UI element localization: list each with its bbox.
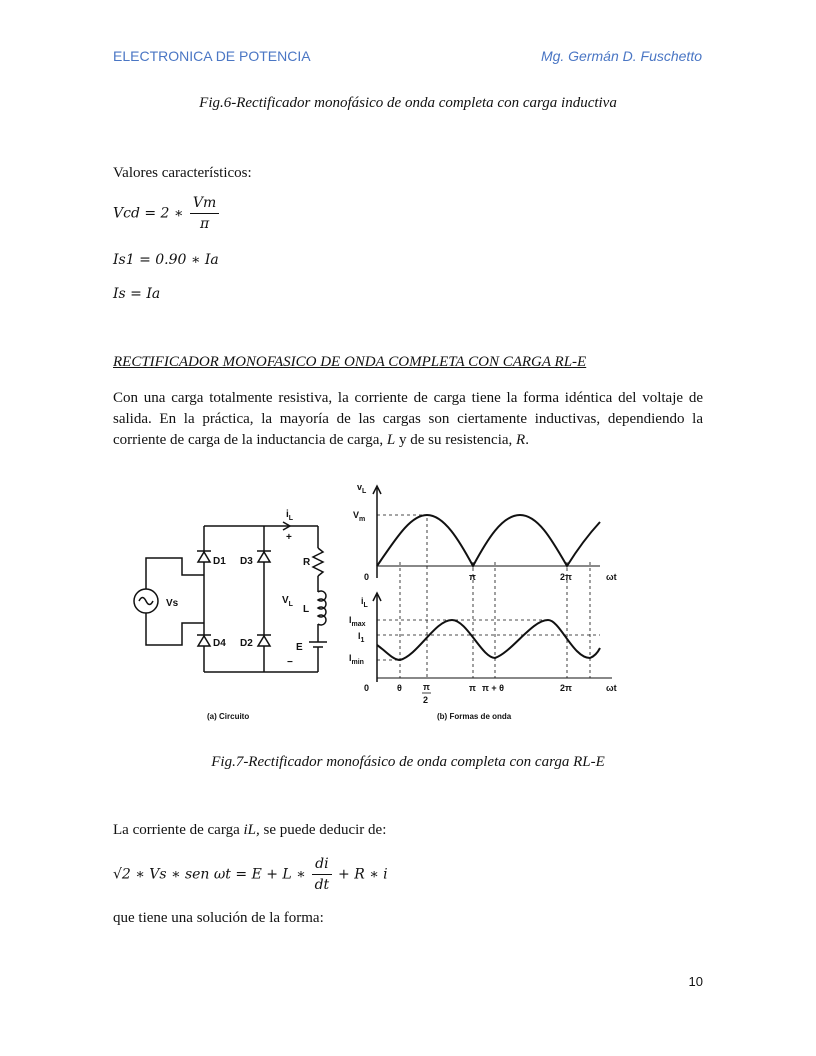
current-intro-pre: La corriente de carga — [113, 822, 244, 838]
label-vl: $V_L$ — [282, 595, 293, 608]
label-d4: D4 — [213, 638, 226, 649]
waveform-top — [373, 486, 600, 578]
current-intro-var: iL, — [243, 822, 260, 838]
figure-7 — [0, 470, 816, 730]
label-top-zero: 0 — [364, 572, 370, 582]
label-bottom-wt: ωt — [606, 683, 617, 693]
label-bottom-pi: π — [469, 683, 476, 693]
intro-paragraph — [113, 388, 703, 451]
paragraph-part2: y de su resistencia, — [395, 432, 517, 448]
waveform-bottom — [373, 518, 612, 682]
fig6-caption: Fig.6-Rectificador monofásico de onda completa con carga inductiva — [199, 95, 617, 111]
label-vm: $V_m$ — [353, 510, 366, 523]
source-wire-bottom — [146, 613, 204, 645]
waveform-bottom-labels — [349, 596, 617, 721]
valores-label: Valores característicos: — [113, 165, 252, 181]
source-wire-top — [146, 558, 204, 589]
label-pi-over-2-num: π — [423, 682, 430, 692]
fig7-caption: Fig.7-Rectificador monofásico de onda completa con carga RL-E — [211, 754, 605, 770]
label-imin: $I_{min}$ — [349, 653, 364, 666]
diode-d4 — [197, 635, 211, 646]
label-top-vl: $v_L$ — [357, 482, 367, 495]
vl-waveform — [377, 515, 600, 566]
label-vs: Vs — [166, 598, 179, 609]
eq-vcd-lhs: Vcd = 2 ∗ — [113, 205, 184, 222]
label-d3: D3 — [240, 556, 253, 567]
label-d2: D2 — [240, 638, 253, 649]
resistor-r — [313, 548, 323, 576]
eq-differential — [113, 856, 388, 893]
label-e: E — [296, 642, 303, 653]
label-bottom-zero: 0 — [364, 683, 370, 693]
eq-diff-lhs: √2 ∗ Vs ∗ sen ωt = E + L ∗ — [113, 866, 306, 883]
section-title: RECTIFICADOR MONOFASICO DE ONDA COMPLETA CON CARGA RL-E — [113, 354, 587, 370]
paragraph-L: L — [386, 432, 396, 448]
label-pi-theta: π + θ — [482, 683, 505, 693]
circuit-caption: (a) Circuito — [207, 712, 250, 721]
eq-diff-fraction — [312, 856, 331, 893]
waveform-caption: (b) Formas de onda — [437, 712, 512, 721]
label-i1: $I_1$ — [358, 631, 365, 644]
label-minus: − — [287, 657, 293, 668]
eq-vcd-numerator: Vm — [190, 195, 219, 214]
current-intro-post: se puede deducir de: — [259, 822, 387, 838]
label-bottom-il: $i_L$ — [361, 596, 368, 609]
label-top-2pi: 2π — [560, 572, 572, 582]
page-number: 10 — [688, 974, 703, 989]
label-l: L — [303, 604, 310, 615]
eq-diff-rhs: + R ∗ i — [338, 866, 388, 883]
label-plus: + — [286, 532, 292, 543]
label-theta: θ — [397, 683, 402, 693]
diode-d1 — [197, 551, 211, 562]
sine-symbol — [139, 598, 153, 605]
label-r: R — [303, 557, 311, 568]
eq-is1: Is1 = 0.90 ∗ Ia — [113, 252, 219, 268]
label-bottom-2pi: 2π — [560, 683, 572, 693]
label-top-wt: ωt — [606, 572, 617, 582]
il-waveform — [377, 620, 600, 660]
current-intro — [113, 822, 386, 839]
label-pi-over-2-den: 2 — [423, 695, 429, 705]
eq-vcd-fraction — [190, 195, 219, 232]
circuit-labels — [166, 509, 311, 721]
label-imax: $I_{max}$ — [349, 615, 366, 628]
eq-vcd — [113, 195, 221, 232]
header-title: ELECTRONICA DE POTENCIA — [113, 48, 311, 64]
solution-intro: que tiene una solución de la forma: — [113, 910, 324, 926]
paragraph-part1: Con una carga totalmente resistiva, la corriente de carga tiene la forma idéntica del voltaje de salida. En la práctica, la mayoría de las cargas son ciertamente inductivas, dependiendo la corriente de carga de la inductancia de carga, — [113, 390, 703, 448]
label-il: $i_L$ — [286, 509, 294, 522]
eq-diff-denominator: dt — [314, 877, 330, 893]
eq-is: Is = Ia — [113, 286, 161, 302]
waveform-top-labels — [353, 482, 617, 582]
diode-d3 — [257, 551, 271, 562]
eq-diff-numerator: di — [312, 856, 331, 875]
paragraph-end: . — [525, 432, 529, 448]
paragraph-R: R — [516, 432, 526, 448]
header-author: Mg. Germán D. Fuschetto — [540, 48, 702, 64]
label-top-pi: π — [469, 572, 476, 582]
diode-d2 — [257, 635, 271, 646]
inductor-l — [318, 591, 326, 625]
vertical-guides — [400, 518, 590, 678]
label-d1: D1 — [213, 556, 226, 567]
eq-vcd-denominator: π — [199, 216, 210, 232]
